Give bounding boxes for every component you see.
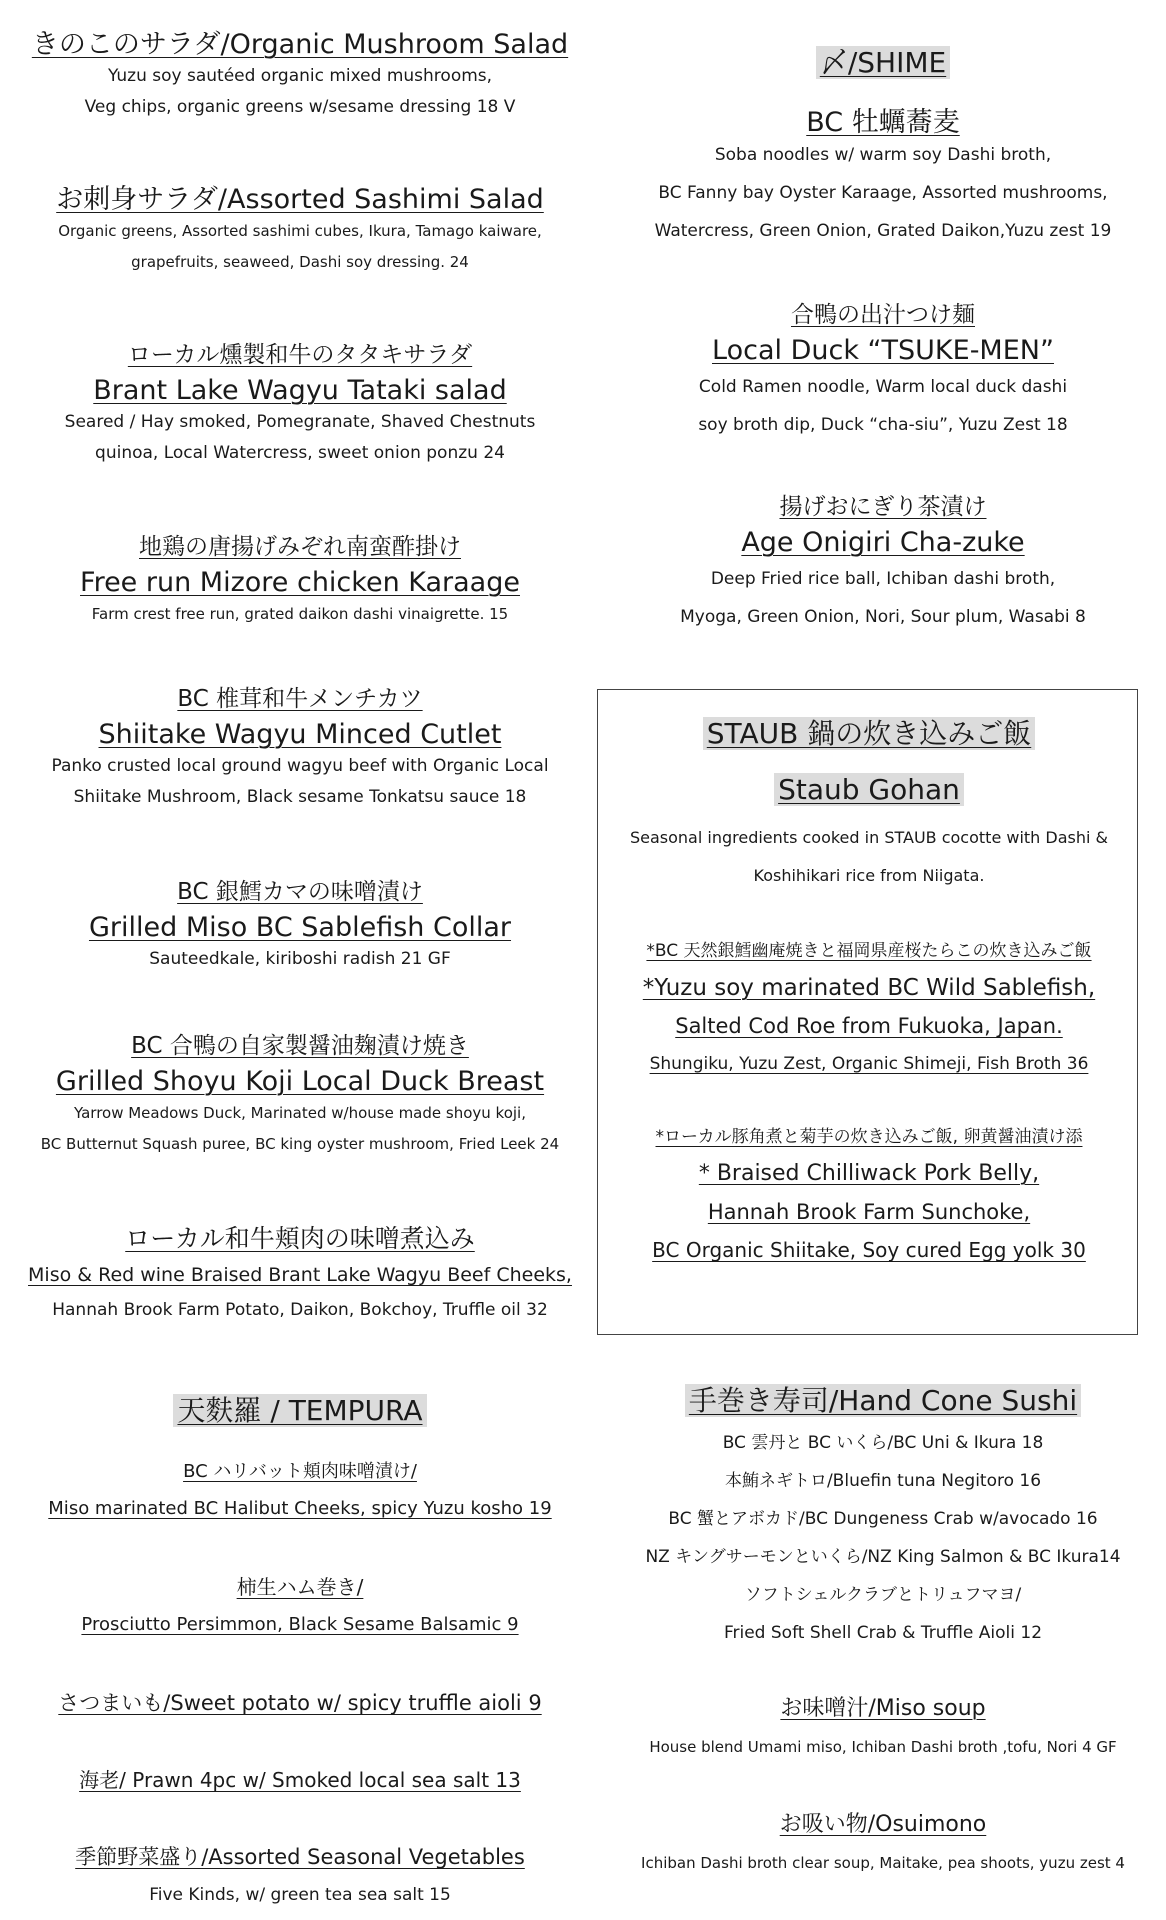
staub-item-pork-belly [600, 1119, 1138, 1269]
item-title: お刺身サラダ/Assorted Sashimi Salad [56, 184, 544, 215]
list-item: BC 蟹とアボカド/BC Dungeness Crab w/avocado 16 [668, 1509, 1098, 1529]
item-desc: House blend Umami miso, Ichiban Dashi broth ,tofu, Nori 4 GF [649, 1738, 1117, 1756]
item-title-jp: ローカル和牛頬肉の味噌煮込み [125, 1224, 475, 1253]
list-item: ソフトシェルクラブとトリュフマヨ/ [744, 1585, 1022, 1605]
item-title: Brant Lake Wagyu Tataki salad [93, 375, 507, 406]
item-title: さつまいも/Sweet potato w/ spicy truffle aioli 9 [58, 1691, 542, 1715]
staub-heading: Staub Gohan [774, 773, 964, 806]
item-desc: Watercress, Green Onion, Grated Daikon,Yuzu zest 19 [654, 221, 1112, 241]
menu-item-wagyu-tataki [0, 337, 600, 472]
item-title-jp: 合鴨の出汁つけ麺 [791, 302, 975, 328]
item-title: *Yuzu soy marinated BC Wild Sablefish, [642, 975, 1096, 1001]
staub-heading-jp-wrap [600, 715, 1138, 753]
item-title: Free run Mizore chicken Karaage [80, 567, 520, 598]
item-desc: Seared / Hay smoked, Pomegranate, Shaved Chestnuts [64, 412, 536, 432]
item-desc: Deep Fried rice ball, Ichiban dashi broth, [710, 569, 1056, 589]
menu-item-mushroom-salad [0, 26, 600, 126]
item-desc: Organic greens, Assorted sashimi cubes, Ikura, Tamago kaiware, [58, 222, 542, 240]
item-desc: Yarrow Meadows Duck, Marinated w/house made shoyu koji, [74, 1104, 526, 1122]
item-desc: Yuzu soy sautéed organic mixed mushrooms, [107, 66, 493, 86]
menu-item-halibut-cheeks [0, 1454, 600, 1528]
staub-desc: Seasonal ingredients cooked in STAUB cocotte with Dashi & [629, 828, 1109, 847]
item-title-jp: BC 合鴨の自家製醤油麹漬け焼き [131, 1033, 469, 1059]
item-desc: Myoga, Green Onion, Nori, Sour plum, Wasabi 8 [680, 607, 1086, 627]
item-title: BC Organic Shiitake, Soy cured Egg yolk 30 [652, 1238, 1086, 1262]
item-title: Shiitake Wagyu Minced Cutlet [98, 719, 502, 750]
item-title: Local Duck “TSUKE-MEN” [712, 335, 1054, 366]
menu-item-chicken-karaage [0, 529, 600, 633]
item-desc: Cold Ramen noodle, Warm local duck dashi [698, 377, 1068, 397]
item-title: Age Onigiri Cha-zuke [741, 527, 1025, 558]
item-desc: soy broth dip, Duck “cha-siu”, Yuzu Zest 18 [698, 415, 1068, 435]
item-desc: Ichiban Dashi broth clear soup, Maitake, pea shoots, yuzu zest 4 [641, 1854, 1125, 1872]
staub-heading-jp: STAUB 鍋の炊き込みご飯 [703, 717, 1035, 750]
handcone-list [600, 1424, 1166, 1652]
list-item: 本鮪ネギトロ/Bluefin tuna Negitoro 16 [724, 1471, 1042, 1491]
section-heading: 天麩羅 / TEMPURA [173, 1394, 426, 1427]
menu-item-sashimi-salad [0, 181, 600, 281]
menu-item-miso-soup [600, 1690, 1166, 1766]
menu-item-persimmon [0, 1569, 600, 1645]
item-title-jp: BC ハリバット頬肉味噌漬け/ [183, 1461, 417, 1482]
item-title: きのこのサラダ/Organic Mushroom Salad [31, 29, 569, 60]
item-title: Prosciutto Persimmon, Black Sesame Balsamic 9 [81, 1614, 519, 1635]
section-heading: 手巻き寿司/Hand Cone Sushi [685, 1384, 1081, 1417]
list-item: BC 雲丹と BC いくら/BC Uni & Ikura 18 [722, 1433, 1044, 1453]
item-desc: Hannah Brook Farm Potato, Daikon, Bokchoy, Truffle oil 32 [52, 1300, 548, 1320]
shime-heading [600, 44, 1166, 82]
item-title: 季節野菜盛り/Assorted Seasonal Vegetables [75, 1845, 525, 1869]
menu-item-sablefish-collar [0, 874, 600, 978]
menu-item-oyster-soba [600, 104, 1166, 250]
item-desc: Shiitake Mushroom, Black sesame Tonkatsu sauce 18 [73, 787, 527, 807]
item-desc: Soba noodles w/ warm soy Dashi broth, [714, 145, 1052, 165]
item-title-jp: ローカル燻製和牛のタタキサラダ [127, 342, 473, 368]
item-title: * Braised Chilliwack Pork Belly, [698, 1161, 1040, 1186]
item-title-jp: BC 銀鱈カマの味噌漬け [177, 879, 423, 905]
item-title-jp: *ローカル豚角煮と菊芋の炊き込みご飯, 卵黄醤油漬け添 [655, 1127, 1083, 1147]
item-title: Grilled Shoyu Koji Local Duck Breast [55, 1066, 545, 1097]
item-desc: Veg chips, organic greens w/sesame dressing 18 V [84, 97, 516, 117]
section-heading: 〆/SHIME [816, 46, 950, 79]
tempura-heading [0, 1392, 600, 1430]
item-desc: Five Kinds, w/ green tea sea salt 15 [149, 1885, 451, 1905]
item-desc: grapefruits, seaweed, Dashi soy dressing. 24 [131, 253, 469, 271]
item-title-jp: *BC 天然銀鱈幽庵焼きと福岡県産桜たらこの炊き込みご飯 [646, 941, 1092, 961]
menu-item-duck-breast [0, 1028, 600, 1163]
item-title: お吸い物/Osuimono [779, 1812, 987, 1837]
menu-item-minced-cutlet [0, 681, 600, 816]
item-desc: Panko crusted local ground wagyu beef with Organic Local [51, 756, 549, 776]
menu-item-prawn [0, 1761, 600, 1799]
menu-item-cha-zuke [600, 490, 1166, 636]
item-desc: BC Butternut Squash puree, BC king oyster mushroom, Fried Leek 24 [40, 1135, 560, 1153]
staub-intro [600, 819, 1138, 895]
item-title-jp: 地鶏の唐揚げみぞれ南蛮酢掛け [139, 534, 461, 560]
item-title: Grilled Miso BC Sablefish Collar [88, 912, 512, 943]
item-title-jp: 柿生ハム巻き/ [236, 1575, 364, 1599]
item-desc: Shungiku, Yuzu Zest, Organic Shimeji, Fish Broth 36 [649, 1054, 1089, 1074]
item-title: Miso marinated BC Halibut Cheeks, spicy Yuzu kosho 19 [48, 1498, 552, 1519]
item-desc: Farm crest free run, grated daikon dashi vinaigrette. 15 [91, 605, 509, 623]
item-desc: quinoa, Local Watercress, sweet onion ponzu 24 [95, 443, 505, 463]
menu-item-seasonal-vegetables [0, 1838, 600, 1914]
menu-item-osuimono [600, 1806, 1166, 1882]
item-desc: Sauteedkale, kiriboshi radish 21 GF [149, 949, 451, 969]
item-title-jp: BC 椎茸和牛メンチカツ [177, 686, 423, 712]
staub-item-sablefish [600, 933, 1138, 1083]
item-title: Hannah Brook Farm Sunchoke, [707, 1200, 1031, 1224]
menu-item-beef-cheeks [0, 1221, 600, 1329]
list-item: NZ キングサーモンといくら/NZ King Salmon & BC Ikura14 [645, 1547, 1121, 1567]
item-title-jp: 揚げおにぎり茶漬け [779, 494, 987, 520]
handcone-heading-wrap [600, 1382, 1166, 1420]
item-title: Miso & Red wine Braised Brant Lake Wagyu Beef Cheeks, [28, 1264, 572, 1286]
item-title: BC 牡蠣蕎麦 [806, 107, 960, 138]
item-title: 海老/ Prawn 4pc w/ Smoked local sea salt 13 [79, 1768, 521, 1792]
list-item: Fried Soft Shell Crab & Truffle Aioli 12 [723, 1623, 1043, 1643]
menu-item-sweet-potato [0, 1684, 600, 1722]
menu-item-tsuke-men [600, 298, 1166, 444]
staub-desc: Koshihikari rice from Niigata. [753, 866, 985, 885]
item-title: Salted Cod Roe from Fukuoka, Japan. [675, 1014, 1063, 1038]
staub-heading-wrap [600, 771, 1138, 809]
item-desc: BC Fanny bay Oyster Karaage, Assorted mushrooms, [658, 183, 1108, 203]
item-title: お味噌汁/Miso soup [780, 1696, 986, 1721]
